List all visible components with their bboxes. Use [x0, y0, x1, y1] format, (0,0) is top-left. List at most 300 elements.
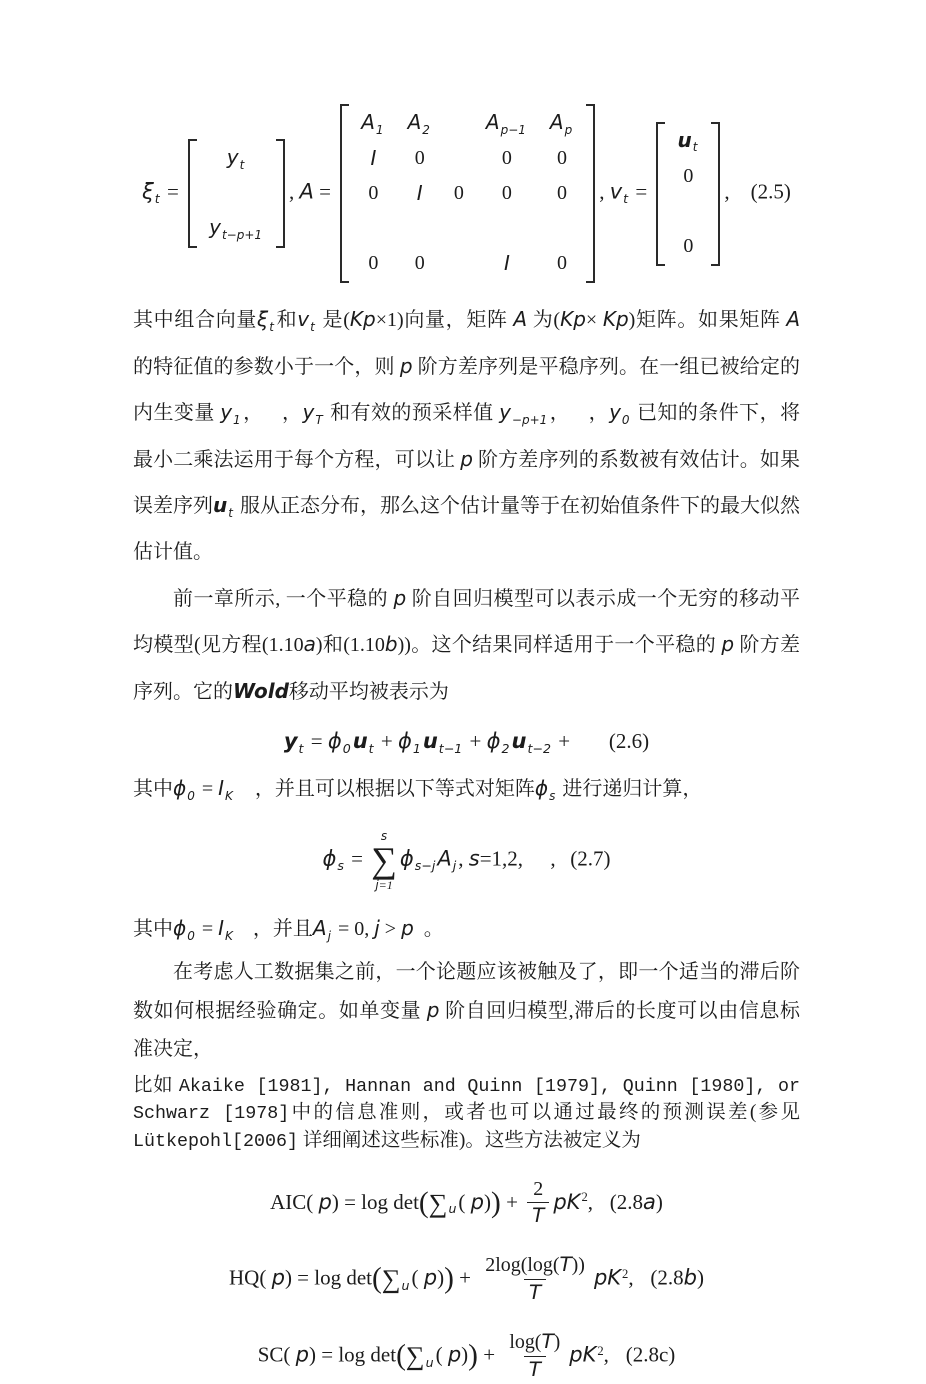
text-segment: 为: [527, 309, 554, 331]
text-segment: ×: [585, 309, 603, 331]
text-segment: I: [503, 251, 510, 275]
text-segment: p: [401, 915, 414, 940]
text-segment: 前一章所示, 一个平稳的: [173, 587, 394, 610]
text-segment: 和: [275, 309, 298, 331]
text-segment: T: [528, 1357, 541, 1382]
matrix-cell: [198, 211, 275, 246]
text-segment: j: [374, 915, 380, 940]
matrix-cell: [539, 106, 585, 141]
text-segment: ): [628, 309, 636, 331]
text-segment: t: [368, 741, 374, 757]
text-segment: A: [299, 179, 314, 204]
text-segment: T: [559, 1252, 572, 1277]
text-segment: 其中: [133, 778, 173, 801]
text-segment: t−p+1: [221, 227, 263, 242]
text-segment: 0: [368, 252, 379, 274]
matrix-cell: [539, 246, 585, 281]
text-segment: y: [609, 400, 621, 425]
matrix-cell: [666, 194, 710, 229]
text-segment: T: [532, 1203, 545, 1228]
text-segment: 2: [533, 1177, 544, 1200]
text-segment: t: [228, 506, 233, 521]
text-segment: 2: [597, 1343, 604, 1358]
text-segment: ): [461, 1342, 469, 1367]
text-segment: [504, 1329, 565, 1356]
text-segment: Kp: [560, 307, 586, 331]
matrix-row: [666, 124, 710, 159]
text-segment: j: [375, 877, 379, 892]
text-segment: ξ: [257, 307, 269, 331]
fraction: [504, 1329, 565, 1384]
matrix-row: [666, 229, 710, 264]
text-segment: Lütkepohl[2006]: [133, 1130, 298, 1152]
text-segment: t: [298, 741, 304, 757]
text-segment: ∑: [428, 1188, 448, 1218]
text-segment: v: [297, 307, 310, 331]
matrix-cell: [397, 211, 443, 246]
text-segment: [480, 1252, 590, 1279]
text-segment: p: [470, 1189, 485, 1214]
text-segment: K: [225, 789, 233, 804]
text-segment: p: [318, 1189, 332, 1214]
text-segment: ×1): [375, 309, 404, 331]
text-segment: ,: [603, 1342, 609, 1367]
text-segment: u: [511, 729, 527, 754]
matrix-cell: [350, 141, 396, 176]
text-segment: u: [422, 729, 438, 754]
matrix-cell: [666, 229, 710, 264]
matrix-body: [350, 106, 585, 281]
text-segment: ，并且: [252, 917, 313, 940]
text-segment: u: [677, 127, 692, 152]
text-segment: A: [513, 307, 528, 331]
text-segment: (2.8: [609, 1189, 644, 1214]
text-segment: t: [692, 140, 698, 155]
text-segment: 和: [322, 634, 344, 657]
text-segment: ,: [458, 846, 469, 871]
text-segment: =: [196, 778, 219, 801]
text-segment: I: [218, 915, 225, 940]
text-segment: )): [397, 634, 411, 657]
text-segment: T: [529, 1280, 542, 1305]
text-segment: (: [372, 1263, 382, 1296]
paragraph-companion-form: [133, 297, 800, 576]
text-segment: p: [393, 585, 407, 610]
matrix: [656, 122, 720, 266]
text-segment: ) = log det: [331, 1189, 419, 1214]
text-segment: +: [453, 1265, 477, 1290]
equation-2-8c: [133, 1329, 800, 1384]
text-segment: p: [447, 1342, 462, 1367]
text-segment: 其中: [133, 917, 173, 940]
text-segment: Kp: [602, 307, 629, 331]
text-segment: y: [302, 400, 315, 425]
text-segment: 0: [414, 252, 425, 274]
text-segment: 0: [187, 928, 195, 943]
matrix-row: [350, 141, 585, 176]
right-bracket: [711, 122, 720, 266]
text-segment: =1: [378, 877, 393, 892]
equation-2-7: [133, 829, 800, 892]
text-segment: p: [460, 446, 473, 471]
text-segment: ，: [281, 402, 303, 425]
text-segment: 2: [422, 122, 430, 137]
text-segment: ∑: [381, 1264, 401, 1294]
text-segment: y: [220, 400, 233, 425]
text-segment: 进行递归计算，: [557, 778, 703, 801]
text-segment: p: [399, 353, 413, 378]
text-segment: y: [226, 145, 239, 170]
text-segment: 矩阵。如果矩阵: [635, 309, 787, 331]
text-segment: (: [520, 1254, 528, 1277]
text-segment: a: [303, 632, 316, 657]
text-segment: 1: [412, 741, 421, 757]
text-segment: ,: [289, 179, 300, 204]
text-segment: (2.8: [650, 1265, 684, 1290]
text-segment: 0: [187, 789, 195, 804]
text-segment: 服从正态分布，那么这个估计量等于在初始值条件下的最大似然估计值。: [133, 495, 801, 563]
text-segment: 0: [683, 164, 694, 187]
matrix-body: [666, 124, 710, 264]
matrix-cell: [539, 211, 585, 246]
fraction: [480, 1252, 590, 1307]
text-segment: a: [643, 1189, 656, 1214]
text-segment: >: [379, 917, 402, 940]
left-bracket: [188, 139, 197, 248]
text-segment: ,: [587, 1189, 593, 1214]
text-segment: j: [327, 928, 331, 943]
text-segment: I: [370, 146, 377, 170]
text-segment: p: [721, 632, 735, 657]
text-segment: ): [491, 1186, 501, 1219]
text-segment: +: [477, 1342, 501, 1367]
text-segment: y: [283, 729, 298, 754]
matrix-row: [350, 176, 585, 211]
text-segment: u: [352, 729, 368, 754]
text-segment: A: [312, 915, 327, 940]
text-segment: )): [571, 1254, 585, 1277]
paragraph-lag-order: [133, 953, 800, 1068]
text-segment: ): [437, 1265, 445, 1290]
text-segment: K: [225, 928, 233, 943]
text-segment: 移动平均被表示为: [288, 680, 449, 703]
matrix-row: [350, 211, 585, 246]
text-segment: 。: [423, 917, 444, 940]
matrix-cell: [475, 211, 539, 246]
matrix-row: [350, 106, 585, 141]
text-segment: I: [416, 181, 423, 205]
text-segment: pK: [569, 1342, 597, 1367]
text-segment: u: [401, 1277, 410, 1293]
text-segment: (2.8c): [625, 1342, 676, 1367]
text-segment: ϕ: [322, 846, 337, 871]
text-segment: ，并且可以根据以下等式对矩阵: [254, 778, 535, 801]
text-segment: A: [485, 110, 500, 135]
paragraph-recursion-intro: [133, 766, 800, 813]
text-segment: y: [209, 215, 221, 240]
text-segment: (: [435, 1342, 448, 1367]
text-segment: ,: [628, 1265, 634, 1290]
text-segment: =: [630, 179, 653, 204]
text-segment: ) = log det: [284, 1265, 373, 1290]
matrix-cell: [475, 176, 539, 211]
text-segment: 1: [375, 122, 384, 137]
text-segment: =1,2,: [479, 846, 524, 871]
text-segment: 0: [414, 147, 425, 169]
text-segment: (: [343, 309, 350, 331]
text-segment: t−2: [527, 741, 551, 757]
matrix-cell: [198, 176, 275, 211]
text-segment: t−1: [438, 741, 463, 757]
text-segment: ϕ: [397, 729, 412, 754]
text-segment: t: [239, 157, 245, 172]
matrix-cell: [397, 176, 443, 211]
text-segment: +: [375, 729, 398, 754]
text-segment: ) = log det: [309, 1342, 397, 1367]
text-segment: 0: [368, 182, 379, 204]
text-segment: ,: [599, 179, 610, 204]
matrix-cell: [475, 106, 539, 141]
text-segment: =: [196, 917, 219, 940]
sigma-symbol: ∑: [371, 840, 397, 881]
fraction: [527, 1177, 549, 1231]
equation-2-8a: [133, 1177, 800, 1231]
matrix-cell: [443, 246, 475, 281]
text-segment: t: [154, 191, 160, 207]
text-segment: b: [683, 1265, 697, 1290]
text-segment: s: [337, 858, 344, 874]
matrix-row: [666, 194, 710, 229]
left-bracket: [656, 122, 665, 266]
right-bracket: [586, 104, 595, 283]
paragraph-phi-condition: [133, 906, 800, 953]
text-segment: Akaike [1981], Hannan and Quinn [1979], Quinn [1980], or Schwarz [1978]: [133, 1075, 800, 1125]
text-segment: 是: [316, 309, 344, 331]
text-segment: p: [564, 122, 573, 137]
paragraph-criteria-references: [133, 1072, 800, 1155]
text-segment: v: [609, 179, 623, 204]
text-segment: HQ(: [229, 1265, 272, 1290]
text-segment: ): [315, 634, 323, 657]
text-segment: +: [500, 1189, 524, 1214]
text-segment: +: [552, 729, 576, 754]
text-segment: 1: [233, 412, 241, 427]
text-segment: A: [437, 846, 452, 871]
matrix-cell: [443, 106, 475, 141]
matrix-cell: [198, 141, 275, 176]
text-segment: t: [623, 191, 629, 207]
matrix-cell: [539, 141, 585, 176]
matrix-cell: [397, 246, 443, 281]
text-segment: (: [553, 309, 561, 331]
text-segment: 2: [622, 1266, 629, 1281]
matrix-row: [198, 176, 275, 211]
text-segment: 0: [557, 182, 568, 204]
text-segment: 阶方差序列的系数被有效估计。如果误差序列: [133, 448, 801, 518]
equation-2-6: [133, 729, 800, 756]
text-segment: s: [380, 828, 388, 843]
paragraph-previous-chapter: [133, 576, 800, 716]
text-segment: =: [305, 729, 328, 754]
text-segment: A: [549, 110, 564, 135]
equation-2-5: [133, 104, 800, 283]
matrix-cell: [539, 176, 585, 211]
matrix-cell: [350, 211, 396, 246]
text-segment: T: [541, 1329, 554, 1354]
text-segment: =: [345, 846, 369, 871]
text-segment: ϕ: [534, 776, 549, 801]
summation: [371, 829, 397, 892]
text-segment: u: [213, 493, 228, 518]
right-bracket: [276, 139, 285, 248]
text-segment: s: [549, 789, 556, 804]
text-segment: (2.7): [570, 846, 611, 871]
text-segment: t: [310, 319, 315, 334]
text-segment: s: [468, 846, 480, 871]
text-segment: Wold: [233, 678, 289, 703]
text-segment: b: [384, 632, 398, 657]
text-segment: 0: [557, 252, 568, 274]
text-segment: ϕ: [486, 729, 501, 754]
text-segment: (1.10: [343, 634, 385, 657]
matrix-body: [198, 141, 275, 246]
matrix-cell: [350, 106, 396, 141]
text-segment: u: [425, 1354, 434, 1370]
text-segment: ξ: [142, 179, 154, 204]
text-segment: 0: [557, 147, 568, 169]
text-segment: u: [448, 1201, 457, 1217]
text-segment: ): [696, 1265, 704, 1290]
matrix-cell: [475, 141, 539, 176]
text-segment: (: [458, 1189, 471, 1214]
text-segment: 已知的条件下，将最小二乘法运用于每个方程，可以让: [133, 402, 801, 471]
text-segment: 其中组合向量: [133, 309, 258, 331]
text-segment: (: [418, 1186, 429, 1219]
text-segment: p−1: [500, 122, 526, 137]
matrix-cell: [397, 141, 443, 176]
equation-2-8b: [133, 1252, 800, 1307]
text-segment: log(: [527, 1254, 560, 1277]
text-segment: ,: [724, 179, 730, 204]
text-segment: t: [269, 319, 274, 334]
matrix-cell: [350, 176, 396, 211]
matrix-row: [666, 159, 710, 194]
text-segment: 0: [501, 182, 512, 204]
text-segment: ): [553, 1331, 561, 1354]
text-segment: (2.6): [608, 729, 650, 754]
text-segment: SC(: [257, 1342, 296, 1367]
text-segment: ϕ: [399, 846, 414, 871]
text-segment: T: [315, 412, 323, 427]
matrix-cell: [666, 159, 710, 194]
text-segment: ，: [549, 402, 571, 425]
matrix-row: [350, 246, 585, 281]
matrix: [340, 104, 595, 283]
text-segment: 阶方差序列。它的: [133, 634, 801, 703]
text-segment: 阶自回归模型,滞后的长度可以由信息标准决定，: [133, 999, 801, 1060]
text-segment: ϕ: [327, 729, 342, 754]
text-segment: 详细阐述这些标准)。这些方法被定义为: [297, 1129, 641, 1151]
text-segment: ): [655, 1189, 663, 1214]
left-bracket: [340, 104, 349, 283]
text-segment: ，: [588, 402, 610, 425]
text-segment: −p+1: [511, 412, 548, 427]
text-segment: [524, 1356, 546, 1384]
text-segment: (: [396, 1339, 406, 1372]
text-segment: 0: [501, 147, 512, 169]
text-segment: ϕ: [173, 915, 187, 940]
matrix-cell: [443, 141, 475, 176]
text-segment: =: [161, 179, 185, 204]
text-segment: A: [361, 110, 375, 135]
text-segment: 中的信息准则，或者也可以通过最终的预测误差(参见: [289, 1102, 801, 1124]
text-segment: 0: [621, 412, 630, 427]
text-segment: p: [426, 997, 440, 1022]
matrix-cell: [443, 211, 475, 246]
matrix-row: [198, 211, 275, 246]
matrix-cell: [443, 176, 475, 211]
text-segment: +: [464, 729, 487, 754]
text-segment: 2log: [485, 1254, 521, 1277]
text-segment: log(: [509, 1331, 542, 1354]
text-segment: 阶方差序列是平稳序列。在一组已被给定的内生变量: [133, 355, 801, 425]
text-segment: ∑: [405, 1341, 425, 1371]
text-segment: p: [295, 1342, 309, 1367]
text-segment: [375, 878, 392, 892]
text-segment: (: [411, 1265, 424, 1290]
text-segment: ): [484, 1189, 492, 1214]
text-segment: ): [468, 1339, 478, 1372]
text-segment: 0: [683, 234, 694, 257]
text-segment: y: [499, 400, 511, 425]
text-segment: A: [407, 110, 422, 135]
matrix-row: [198, 141, 275, 176]
text-segment: =: [313, 179, 337, 204]
matrix-cell: [397, 106, 443, 141]
text-segment: A: [786, 307, 801, 331]
text-segment: [528, 1177, 548, 1203]
matrix-cell: [666, 124, 710, 159]
text-segment: j: [452, 858, 457, 874]
text-segment: 比如: [133, 1074, 179, 1096]
text-segment: ，: [242, 402, 264, 425]
text-segment: = 0,: [332, 917, 375, 940]
matrix-cell: [350, 246, 396, 281]
text-segment: 0: [453, 182, 464, 204]
matrix: [188, 139, 285, 248]
text-segment: s−j: [414, 858, 436, 874]
text-segment: [527, 1202, 549, 1230]
text-segment: 2: [501, 741, 510, 757]
text-segment: 向量，矩阵: [403, 309, 514, 331]
text-segment: (1.10: [261, 634, 304, 657]
text-segment: (2.5): [750, 179, 791, 204]
text-segment: pK: [593, 1265, 622, 1290]
text-segment: ϕ: [173, 776, 187, 801]
text-segment: 2: [581, 1190, 588, 1205]
text-segment: 阶自回归模型可以表示成一个无穷的移动平均模型(见方程: [133, 587, 801, 657]
text-segment: [524, 1279, 546, 1307]
text-segment: 0: [342, 741, 351, 757]
text-segment: Kp: [349, 307, 376, 331]
text-segment: pK: [553, 1189, 581, 1214]
text-segment: 在考虑人工数据集之前，一个论题应该被触及了，即一个适当的滞后阶数如何根据经验确定。如单变量: [133, 960, 800, 1022]
text-segment: 。这个结果同样适用于一个平稳的: [410, 634, 722, 657]
text-segment: p: [271, 1265, 285, 1290]
text-segment: AIC(: [270, 1189, 319, 1214]
matrix-cell: [475, 246, 539, 281]
text-segment: 的特征值的参数小于一个，则: [133, 355, 400, 378]
